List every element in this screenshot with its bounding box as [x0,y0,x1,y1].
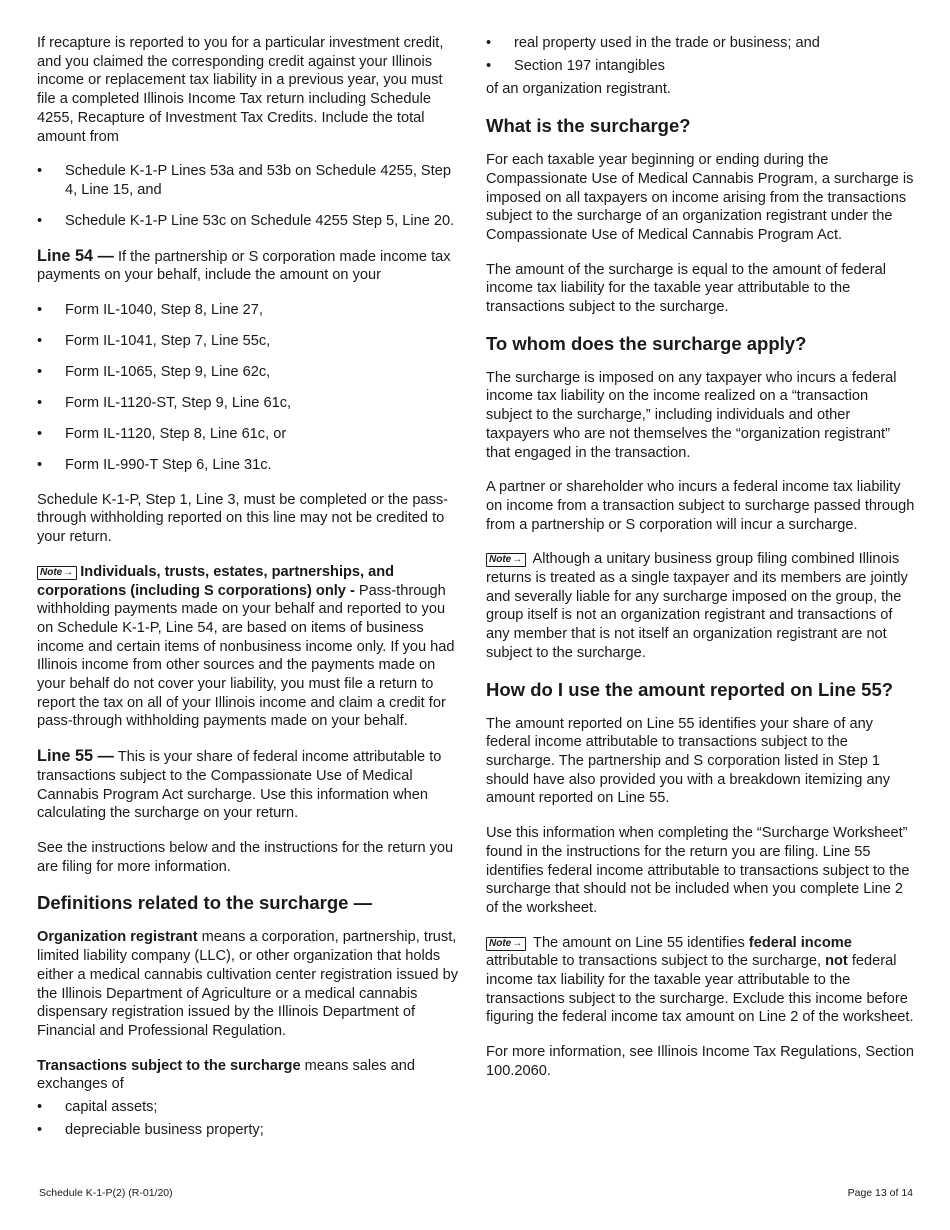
line55-label: Line 55 — [37,747,114,766]
note-text: attributable to transactions subject to the surcharge, [486,953,826,970]
list-item: • depreciable business property; [37,1121,465,1140]
list-item: • Schedule K-1-P Line 53c on Schedule 4255 Step 5, Line 20. [37,212,465,231]
org-text: means a corporation, partnership, trust, limited liability company (LLC), or other organization that holds either a medical cannabis cultivation center registration issued by the Illinois Department of Agriculture or a medical cannabis dispensary registration issued by the Illinois Department of Financial and Professional Regulation. [37,929,459,1039]
of-organization-paragraph: of an organization registrant. [486,81,671,98]
note-text: Although a unitary business group filing combined Illinois returns is treated as a single taxpayer and its members are jointly and severally liable for any surcharge imposed on the group, the group itself is not an organization registrant and transactions of any member that is not itself an organization registrant are not subject to the surcharge. [486,551,908,661]
transactions-list [37,1098,465,1140]
line55-paragraph [37,747,465,823]
left-column [37,34,465,1144]
note-icon: Note → [37,566,77,580]
note-bold-text: federal income [748,934,852,951]
line54-form-list [37,301,465,475]
list-item: • Form IL-990-T Step 6, Line 31c. [37,456,465,475]
note-pass-through-paragraph [37,563,465,731]
note-federal-income-paragraph [486,934,916,1028]
list-item: • Form IL-1120, Step 8, Line 61c, or [37,425,465,444]
recapture-list [37,162,465,230]
list-item: • Form IL-1040, Step 8, Line 27, [37,301,465,320]
more-information-paragraph: For more information, see Illinois Income Tax Regulations, Section 100.2060. [486,1044,915,1079]
whom-paragraph-1: The surcharge is imposed on any taxpayer who incurs a federal income tax liability on the income realized on a “transaction subject to the surcharge,” including individuals and other taxpayers who are not themselves the “organization registrant” that engaged in the transaction. [486,369,897,461]
what-paragraph-2: The amount of the surcharge is equal to the amount of federal income tax liability for the taxable year attributable to the transactions subject to the surcharge. [486,261,886,316]
note-icon: Note → [486,937,526,951]
list-item: • Form IL-1120-ST, Step 9, Line 61c, [37,394,465,413]
list-item: • real property used in the trade or business; and [486,34,916,53]
line54-paragraph [37,247,465,285]
transactions-definition [37,1057,465,1094]
how-paragraph-1: The amount reported on Line 55 identifies your share of any federal income attributable to transactions subject to the surcharge. The partnership and S corporation listed in Step 1 should have also provided you with a breakdown itemizing any amount reported on Line 55. [486,715,891,807]
note-icon: Note → [486,553,526,567]
to-whom-heading: To whom does the surcharge apply? [486,332,807,354]
list-item: • Form IL-1065, Step 9, Line 62c, [37,363,465,382]
note-bold-text: Individuals, trusts, estates, partnerships, and corporations (including S corporations) only - [37,563,395,599]
line54-label: Line 54 — [37,246,114,265]
line54-text: If the partnership or S corporation made income tax payments on your behalf, include the amount on your [37,248,451,284]
list-item: • Schedule K-1-P Lines 53a and 53b on Schedule 4255, Step 4, Line 15, and [37,162,465,199]
list-item: • Form IL-1041, Step 7, Line 55c, [37,332,465,351]
right-column [486,34,916,1097]
note-text: The amount on Line 55 identifies [529,934,749,951]
what-is-surcharge-heading: What is the surcharge? [486,115,691,137]
footer-form-id: Schedule K-1-P(2) (R-01/20) [39,1187,173,1199]
list-item: • capital assets; [37,1098,465,1117]
what-paragraph-1: For each taxable year beginning or ending during the Compassionate Use of Medical Cannabis Program, a surcharge is imposed on all taxpayers on income arising from the transactions subject to the surcharge of an organization registrant under the Compassionate Use of Medical Cannabis Program Act. [486,152,914,243]
note-bold-text: not [825,953,848,970]
how-to-use-heading: How do I use the amount reported on Line 55? [486,678,894,700]
note-text: federal income tax liability for the taxable year attributable to the transactions subject to the surcharge. Exclude this income before figuring the federal income tax amount on Line 2 of the worksheet. [486,953,914,1026]
note-unitary-paragraph [486,550,916,662]
whom-paragraph-2: A partner or shareholder who incurs a federal income tax liability on income from a transaction subject to surcharge passed through from a partnership or S corporation will incur a surcharge. [486,479,915,533]
see-instructions-paragraph: See the instructions below and the instructions for the return you are filing for more information. [37,839,454,875]
line55-text: This is your share of federal income attributable to transactions subject to the Compassionate Use of Medical Cannabis Program Act surcharge. Use this information when calculating the surcharge on your return. [37,749,442,822]
definitions-heading: Definitions related to the surcharge — [37,892,373,914]
list-item: • Section 197 intangibles [486,57,916,76]
trans-term: Transactions subject to the surcharge [37,1057,301,1074]
note-text: Pass-through withholding payments made on your behalf and reported to you on Schedule K-1-P, Line 54, are based on items of business income and certain items of nonbusiness income only. If you had Illinois income from other sources and the payments made on your behalf do not cover your liability, you must file a return to report the tax on all of your Illinois income and claim a credit for pass-through withholding payments made on your behalf. [37,582,455,730]
transactions-list-continued [486,34,916,76]
trans-text: means sales and exchanges of [37,1057,415,1093]
org-term: Organization registrant [37,929,198,946]
step1-paragraph: Schedule K-1-P, Step 1, Line 3, must be completed or the pass-through withholding reported on this line may not be credited to your return. [37,491,449,546]
organization-registrant-definition [37,928,465,1040]
recapture-paragraph: If recapture is reported to you for a particular investment credit, and you claimed the corresponding credit against your Illinois income or replacement tax liability in a previous year, you must file a completed Illinois Income Tax return including Schedule 4255, Recapture of Investment Tax Credits. Include the total amount from [37,35,444,145]
footer-page-number: Page 13 of 14 [847,1187,913,1199]
how-paragraph-2: Use this information when completing the “Surcharge Worksheet” found in the instructions for the return you are filing. Line 55 identifies federal income attributable to transactions subject to the surcharge that should not be included when you complete Line 2 of the worksheet. [486,825,910,916]
